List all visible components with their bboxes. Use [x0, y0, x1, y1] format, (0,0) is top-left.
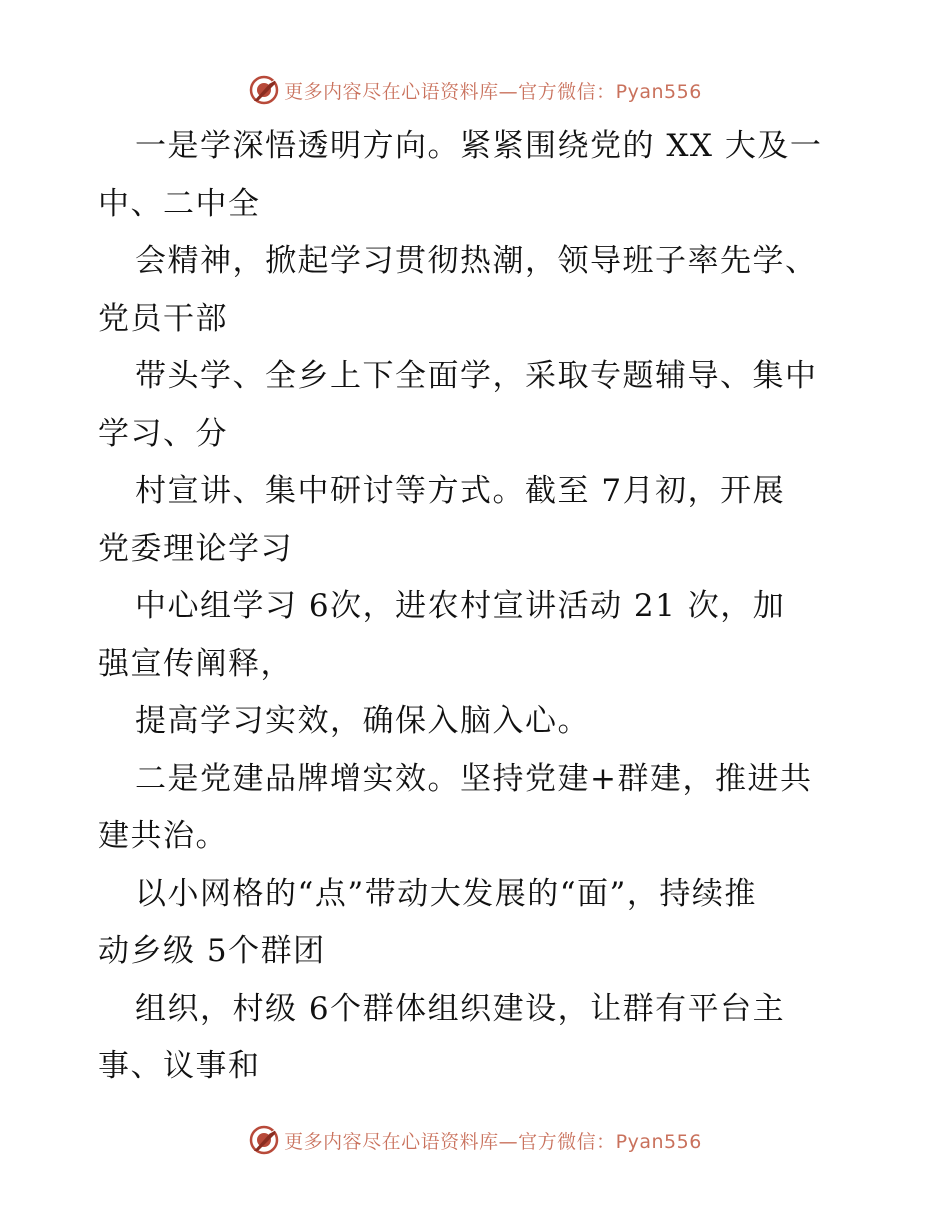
banner-text: 更多内容尽在心语资料库—官方微信：Pyan556 — [284, 1130, 702, 1153]
text-line: 以小网格的“点”带动大发展的“面”，持续推 — [135, 875, 757, 912]
text-line: 中、二中全 — [98, 185, 261, 222]
text-line: 事、议事和 — [98, 1048, 261, 1084]
header-banner — [0, 70, 950, 110]
footer-banner — [0, 1120, 950, 1160]
text-line: 学习、分 — [98, 415, 228, 452]
text-line: 二是党建品牌增实效。坚持党建+群建，推进共 — [135, 760, 813, 797]
text-line: 中心组学习 6次，进农村宣讲活动 21 次，加 — [135, 588, 786, 624]
text-line: 提高学习实效，确保入脑入心。 — [135, 703, 590, 739]
feather-pen-logo-icon — [248, 74, 280, 106]
text-line: 会精神，掀起学习贯彻热潮，领导班子率先学、 — [135, 243, 818, 279]
feather-pen-logo-icon — [248, 1124, 280, 1156]
banner-text: 更多内容尽在心语资料库—官方微信：Pyan556 — [284, 80, 702, 103]
text-line: 强宣传阐释， — [98, 645, 293, 682]
text-line: 一是学深悟透明方向。紧紧围绕党的 XX 大及一 — [135, 128, 823, 164]
text-line: 动乡级 5个群团 — [98, 933, 326, 969]
text-line: 带头学、全乡上下全面学，采取专题辅导、集中 — [135, 358, 818, 394]
document-body — [98, 118, 858, 1096]
text-line: 村宣讲、集中研讨等方式。截至 7月初，开展 — [135, 473, 786, 509]
text-line: 党委理论学习 — [98, 530, 293, 567]
text-line: 党员干部 — [98, 300, 228, 337]
text-line: 建共治。 — [98, 818, 228, 854]
text-line: 组织，村级 6个群体组织建设，让群有平台主 — [135, 990, 786, 1027]
